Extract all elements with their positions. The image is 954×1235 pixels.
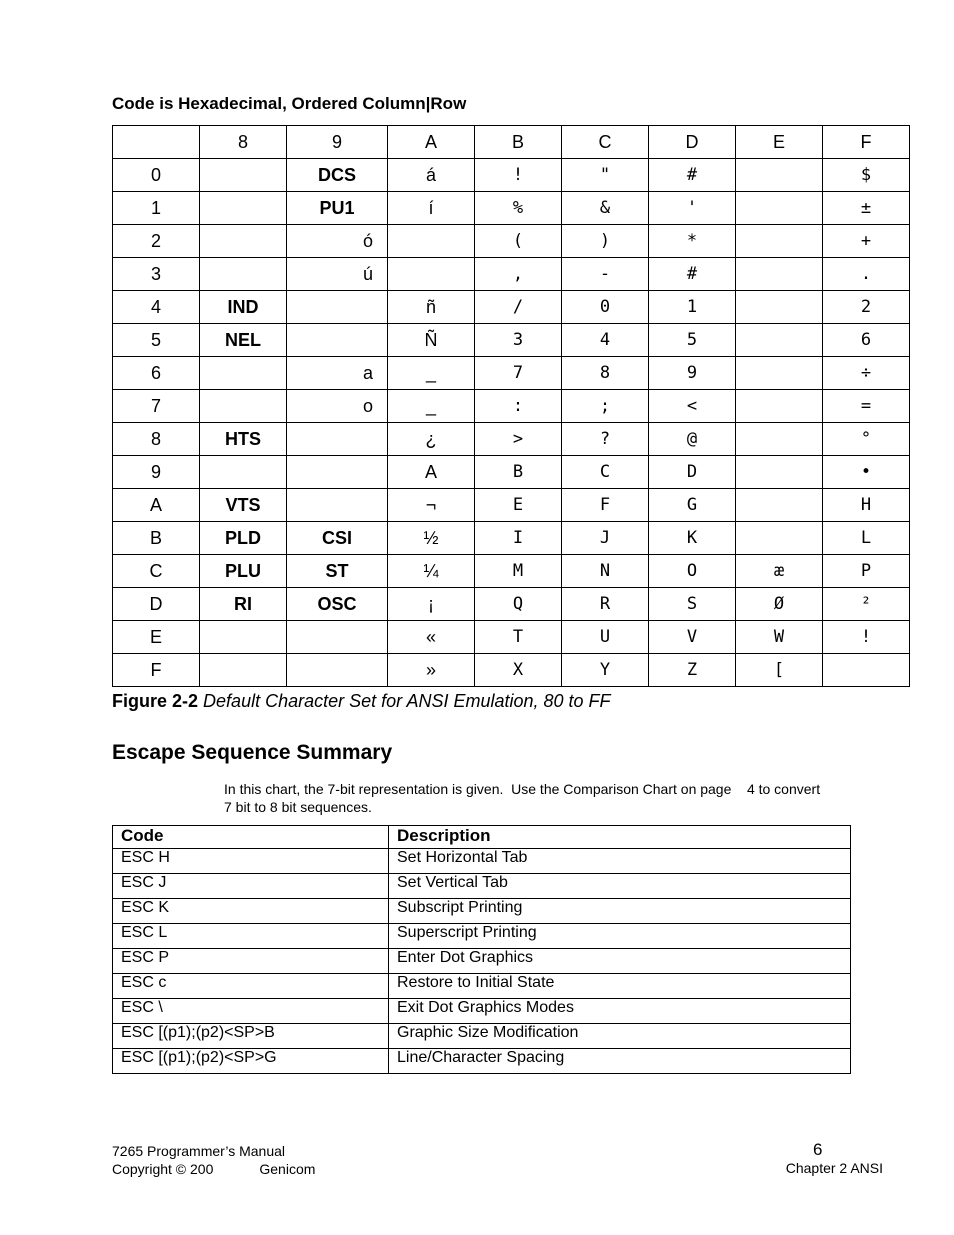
figure-text: Default Character Set for ANSI Emulation, 80 to FF <box>203 691 611 711</box>
column-header: 9 <box>287 126 388 159</box>
footer-left <box>112 1142 315 1178</box>
section-title: Escape Sequence Summary <box>112 741 393 764</box>
escape-code: ESC K <box>113 899 389 924</box>
char-cell <box>736 192 823 225</box>
charset-row <box>113 621 910 654</box>
char-cell: X <box>475 654 562 687</box>
char-cell <box>736 390 823 423</box>
charset-row <box>113 192 910 225</box>
char-cell: OSC <box>287 588 388 621</box>
header-description: Description <box>389 826 851 849</box>
row-header: 5 <box>113 324 200 357</box>
char-cell: ° <box>823 423 910 456</box>
char-cell: o <box>287 390 388 423</box>
char-cell: M <box>475 555 562 588</box>
char-cell <box>200 390 287 423</box>
page-number: 6 <box>813 1140 823 1159</box>
escape-code: ESC L <box>113 924 389 949</box>
column-header: D <box>649 126 736 159</box>
charset-row <box>113 324 910 357</box>
char-cell: O <box>649 555 736 588</box>
char-cell: % <box>475 192 562 225</box>
char-cell: PLU <box>200 555 287 588</box>
escape-description: Set Horizontal Tab <box>389 849 851 874</box>
char-cell: ? <box>562 423 649 456</box>
char-cell: ; <box>562 390 649 423</box>
char-cell: 3 <box>475 324 562 357</box>
char-cell: $ <box>823 159 910 192</box>
char-cell: a <box>287 357 388 390</box>
intro-paragraph <box>224 780 904 816</box>
char-cell: > <box>475 423 562 456</box>
char-cell: IND <box>200 291 287 324</box>
char-cell: F <box>562 489 649 522</box>
char-cell: Y <box>562 654 649 687</box>
charset-row <box>113 555 910 588</box>
char-cell: á <box>388 159 475 192</box>
char-cell: # <box>649 159 736 192</box>
char-cell: ¿ <box>388 423 475 456</box>
row-header: 7 <box>113 390 200 423</box>
char-cell: I <box>475 522 562 555</box>
char-cell <box>736 258 823 291</box>
char-cell: 2 <box>823 291 910 324</box>
charset-row <box>113 489 910 522</box>
escape-table-header-row <box>113 826 851 849</box>
row-header: F <box>113 654 200 687</box>
escape-code: ESC \ <box>113 999 389 1024</box>
char-cell: æ <box>736 555 823 588</box>
char-cell: _ <box>388 390 475 423</box>
row-header: 8 <box>113 423 200 456</box>
char-cell <box>287 489 388 522</box>
escape-description: Restore to Initial State <box>389 974 851 999</box>
char-cell: ¬ <box>388 489 475 522</box>
row-header: 4 <box>113 291 200 324</box>
char-cell: H <box>823 489 910 522</box>
char-cell: 7 <box>475 357 562 390</box>
char-cell: W <box>736 621 823 654</box>
figure-label: Figure 2-2 <box>112 691 199 711</box>
char-cell: 4 <box>562 324 649 357</box>
char-cell: C <box>562 456 649 489</box>
char-cell <box>200 621 287 654</box>
column-header: A <box>388 126 475 159</box>
char-cell <box>388 225 475 258</box>
char-cell: 6 <box>823 324 910 357</box>
charset-row <box>113 258 910 291</box>
char-cell: ² <box>823 588 910 621</box>
character-set-table <box>112 125 910 687</box>
char-cell <box>736 159 823 192</box>
footer-copyright-line <box>112 1160 315 1178</box>
charset-row <box>113 654 910 687</box>
escape-row <box>113 924 851 949</box>
escape-description: Enter Dot Graphics <box>389 949 851 974</box>
escape-row <box>113 874 851 899</box>
char-cell: ¡ <box>388 588 475 621</box>
char-cell <box>287 423 388 456</box>
char-cell: B <box>475 456 562 489</box>
char-cell <box>736 225 823 258</box>
char-cell: » <box>388 654 475 687</box>
footer-manual: 7265 Programmer’s Manual <box>112 1143 286 1159</box>
charset-row <box>113 390 910 423</box>
escape-description: Superscript Printing <box>389 924 851 949</box>
char-cell <box>736 291 823 324</box>
char-cell: . <box>823 258 910 291</box>
char-cell <box>200 456 287 489</box>
char-cell: G <box>649 489 736 522</box>
escape-row <box>113 899 851 924</box>
char-cell: 5 <box>649 324 736 357</box>
char-cell: ½ <box>388 522 475 555</box>
char-cell: ÷ <box>823 357 910 390</box>
char-cell: « <box>388 621 475 654</box>
escape-sequence-table <box>112 825 851 1074</box>
escape-description: Graphic Size Modification <box>389 1024 851 1049</box>
char-cell <box>287 291 388 324</box>
row-header: C <box>113 555 200 588</box>
row-header: D <box>113 588 200 621</box>
char-cell: & <box>562 192 649 225</box>
intro-line-2: 7 bit to 8 bit sequences. <box>224 799 372 815</box>
char-cell: PLD <box>200 522 287 555</box>
char-cell: 1 <box>649 291 736 324</box>
char-cell: * <box>649 225 736 258</box>
charset-row <box>113 522 910 555</box>
char-cell <box>736 357 823 390</box>
escape-code: ESC [(p1);(p2)<SP>B <box>113 1024 389 1049</box>
char-cell: ! <box>475 159 562 192</box>
char-cell <box>287 621 388 654</box>
escape-description: Subscript Printing <box>389 899 851 924</box>
char-cell: N <box>562 555 649 588</box>
escape-code: ESC J <box>113 874 389 899</box>
char-cell: Ñ <box>388 324 475 357</box>
escape-code: ESC [(p1);(p2)<SP>G <box>113 1049 389 1074</box>
char-cell <box>200 225 287 258</box>
escape-code: ESC c <box>113 974 389 999</box>
escape-row <box>113 849 851 874</box>
charset-row <box>113 291 910 324</box>
escape-row <box>113 974 851 999</box>
char-cell: D <box>649 456 736 489</box>
char-cell <box>200 654 287 687</box>
row-header: 3 <box>113 258 200 291</box>
char-cell: V <box>649 621 736 654</box>
char-cell: E <box>475 489 562 522</box>
escape-description: Set Vertical Tab <box>389 874 851 899</box>
char-cell <box>736 324 823 357</box>
char-cell: _ <box>388 357 475 390</box>
char-cell: ! <box>823 621 910 654</box>
char-cell <box>736 456 823 489</box>
char-cell <box>287 654 388 687</box>
char-cell: ) <box>562 225 649 258</box>
char-cell: = <box>823 390 910 423</box>
char-cell: # <box>649 258 736 291</box>
chapter-label: Chapter 2 ANSI <box>785 1160 883 1176</box>
char-cell: NEL <box>200 324 287 357</box>
char-cell: 0 <box>562 291 649 324</box>
char-cell: K <box>649 522 736 555</box>
char-cell: - <box>562 258 649 291</box>
char-cell: P <box>823 555 910 588</box>
column-header: B <box>475 126 562 159</box>
char-cell: ' <box>649 192 736 225</box>
char-cell: ñ <box>388 291 475 324</box>
char-cell: [ <box>736 654 823 687</box>
char-cell: ( <box>475 225 562 258</box>
char-cell <box>823 654 910 687</box>
char-cell: J <box>562 522 649 555</box>
char-cell <box>200 258 287 291</box>
charset-row <box>113 225 910 258</box>
escape-code: ESC H <box>113 849 389 874</box>
char-cell <box>388 258 475 291</box>
char-cell <box>287 456 388 489</box>
row-header: B <box>113 522 200 555</box>
row-header: E <box>113 621 200 654</box>
char-cell: " <box>562 159 649 192</box>
footer-copyright: Copyright © 200 <box>112 1161 214 1177</box>
row-header: 6 <box>113 357 200 390</box>
char-cell: ± <box>823 192 910 225</box>
char-cell: + <box>823 225 910 258</box>
column-header: F <box>823 126 910 159</box>
char-cell: < <box>649 390 736 423</box>
column-header: C <box>562 126 649 159</box>
char-cell: RI <box>200 588 287 621</box>
escape-description: Exit Dot Graphics Modes <box>389 999 851 1024</box>
char-cell: HTS <box>200 423 287 456</box>
row-header: 0 <box>113 159 200 192</box>
char-cell: R <box>562 588 649 621</box>
char-cell: : <box>475 390 562 423</box>
char-cell: 8 <box>562 357 649 390</box>
escape-description: Line/Character Spacing <box>389 1049 851 1074</box>
escape-row <box>113 1024 851 1049</box>
charset-header-row <box>113 126 910 159</box>
char-cell: 9 <box>649 357 736 390</box>
char-cell: Z <box>649 654 736 687</box>
charset-row <box>113 423 910 456</box>
column-header: 8 <box>200 126 287 159</box>
intro-line-1: In this chart, the 7-bit representation is given. Use the Comparison Chart on page 4 to convert <box>224 781 821 797</box>
char-cell <box>736 423 823 456</box>
char-cell: L <box>823 522 910 555</box>
char-cell <box>736 489 823 522</box>
charset-row <box>113 588 910 621</box>
char-cell: @ <box>649 423 736 456</box>
char-cell <box>200 159 287 192</box>
column-header <box>113 126 200 159</box>
charset-row <box>113 456 910 489</box>
row-header: 1 <box>113 192 200 225</box>
footer-company: Genicom <box>259 1161 316 1177</box>
char-cell: S <box>649 588 736 621</box>
escape-row <box>113 999 851 1024</box>
char-cell <box>736 522 823 555</box>
char-cell: Ø <box>736 588 823 621</box>
char-cell: í <box>388 192 475 225</box>
char-cell: ú <box>287 258 388 291</box>
char-cell: ¼ <box>388 555 475 588</box>
char-cell <box>200 357 287 390</box>
escape-code: ESC P <box>113 949 389 974</box>
row-header: A <box>113 489 200 522</box>
char-cell: T <box>475 621 562 654</box>
header-code: Code <box>113 826 389 849</box>
char-cell: A <box>388 456 475 489</box>
row-header: 9 <box>113 456 200 489</box>
table-caption: Code is Hexadecimal, Ordered Column|Row <box>112 94 467 113</box>
char-cell: , <box>475 258 562 291</box>
char-cell: DCS <box>287 159 388 192</box>
char-cell: ST <box>287 555 388 588</box>
column-header: E <box>736 126 823 159</box>
char-cell: • <box>823 456 910 489</box>
char-cell <box>287 324 388 357</box>
escape-row <box>113 1049 851 1074</box>
row-header: 2 <box>113 225 200 258</box>
char-cell: VTS <box>200 489 287 522</box>
char-cell: PU1 <box>287 192 388 225</box>
char-cell: U <box>562 621 649 654</box>
char-cell: Q <box>475 588 562 621</box>
escape-row <box>113 949 851 974</box>
figure-caption <box>112 691 611 712</box>
char-cell <box>200 192 287 225</box>
char-cell: ó <box>287 225 388 258</box>
char-cell: / <box>475 291 562 324</box>
char-cell: CSI <box>287 522 388 555</box>
charset-row <box>113 357 910 390</box>
charset-row <box>113 159 910 192</box>
